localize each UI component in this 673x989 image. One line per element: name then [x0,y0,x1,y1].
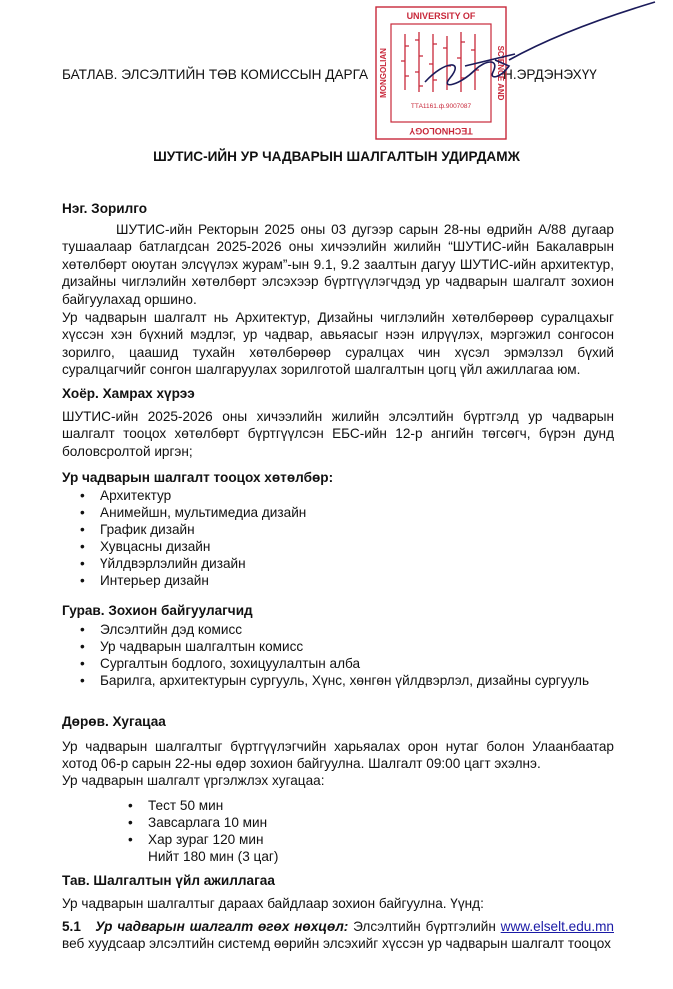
section-2-heading: Хоёр. Хамрах хүрээ [62,386,195,401]
section-1-heading: Нэг. Зорилго [62,201,148,216]
section-5-heading: Тав. Шалгалтын үйл ажиллагаа [62,873,275,888]
list-item: • Хар зураг 120 мин [128,832,264,847]
programs-subheading: Ур чадварын шалгалт тооцох хөтөлбөр: [62,470,334,485]
stamp-bottom-text: TECHNOLOGY [409,126,473,136]
section-4-paragraph-2: Ур чадварын шалгалт үргэлжлэх хугацаа: [62,773,325,788]
list-item: • Тест 50 мин [128,798,224,813]
stamp-reg-number: ТТА1161.ф.9007087 [410,103,472,110]
program-list [62,487,614,589]
list-item: • Интерьер дизайн [80,573,209,588]
section-5-paragraph: Ур чадварын шалгалтыг дараах байдлаар зохион байгуулна. Үүнд: [62,896,484,911]
list-item: • Архитектур [80,488,172,503]
duration-list [122,797,522,865]
section-1-paragraph-1: ШУТИС-ийн Ректорын 2025 оны 03 дугээр сарын 28-ны өдрийн А/88 дугаар тушаалаар батлагдсан 2025-2026 оны хичээлийн жилийн “ШУТИС-ийн Бакалаврын хөтөлбөрт оюутан элсүүлэх журам”-ын 9.1, 9.2 заалтын дагуу ШУТИС-ийн архитектур, дизайны чиглэлийн хөтөлбөрт элсэхээр бүртгүүлэгчдэд ур чадварын шалгалт зохион байгуулахад оршино. [62,222,614,307]
list-item: • Ур чадварын шалгалтын комисс [80,639,304,654]
item-text-2: веб хуудсаар элсэлтийн системд өөрийн элсэхийг хүссэн ур чадварын шалгалт тооцох [62,936,611,952]
stamp-right-text: SCIENCE AND [496,45,505,101]
item-text-1: Элсэлтийн бүртгэлийн [353,919,496,934]
section-2-paragraph: ШУТИС-ийн 2025-2026 оны хичээлийн жилийн элсэлтийн бүртгэлд ур чадварын шалгалт тооцох хөтөлбөрт бүртгүүлсэн ЕБС-ийн 12-р ангийн төгсөгч, бүрэн дунд боловсролтой иргэн; [62,409,614,459]
section-4-heading: Дөрөв. Хугацаа [62,714,166,729]
list-item: • Элсэлтийн дэд комисс [80,622,243,637]
list-item: • Анимейшн, мультимедиа дизайн [80,505,307,520]
section-4-paragraph-1: Ур чадварын шалгалтыг бүртгүүлэгчийн харьяалах орон нутаг болон Улаанбаатар хотод 06-р сарын 22-ны өдөр зохион байгуулна. Шалгалт 09:00 цагт эхэлнэ. [62,739,614,772]
section-5-item-1 [62,918,614,953]
list-item: • Үйлдвэрлэлийн дизайн [80,556,246,571]
section-3-heading: Гурав. Зохион байгуулагчид [62,603,253,618]
item-number: 5.1 [62,919,81,934]
stamp-left-text: MONGOLIAN [379,48,388,98]
approval-right-text: Н.ЭРДЭНЭХҮҮ [503,67,597,82]
list-item: • Завсарлага 10 мин [128,815,268,830]
signature [405,0,673,100]
list-item: • Хувцасны дизайн [80,539,211,554]
list-item: • Барилга, архитектурын сургууль, Хүнс, хөнгөн үйлдвэрлэл, дизайны сургууль [80,673,590,688]
list-item: Нийт 180 мин (3 цаг) [148,849,279,864]
item-title: Ур чадварын шалгалт өгөх нөхцөл: [95,919,349,934]
approval-left-text: БАТЛАВ. ЭЛСЭЛТИЙН ТӨВ КОМИССЫН ДАРГА [62,67,369,82]
elselt-link[interactable]: www.elselt.edu.mn [500,919,614,934]
section-1-paragraph-2: Ур чадварын шалгалт нь Архитектур, Дизайны чиглэлийн хөтөлбөрөөр суралцахыг хүссэн хэн бүхний мэдлэг, ур чадвар, авьяасыг нээн илрүүлэх, мэргэжил сонгосон зорилго, цаашид тухайн хөтөлбөрөөр суралцах чин хүсэл эрмэлзэл бүхий суралцагчийг сонгон шалгаруулах зорилготой шалгалтын цогц үйл ажиллагаа юм. [62,310,614,378]
organizer-list [62,621,622,689]
list-item: • График дизайн [80,522,195,537]
stamp-top-text: UNIVERSITY OF [406,11,476,21]
list-item: • Сургалтын бодлого, зохицуулалтын алба [80,656,361,671]
document-title: ШУТИС-ИЙН УР ЧАДВАРЫН ШАЛГАЛТЫН УДИРДАМЖ [153,149,520,164]
